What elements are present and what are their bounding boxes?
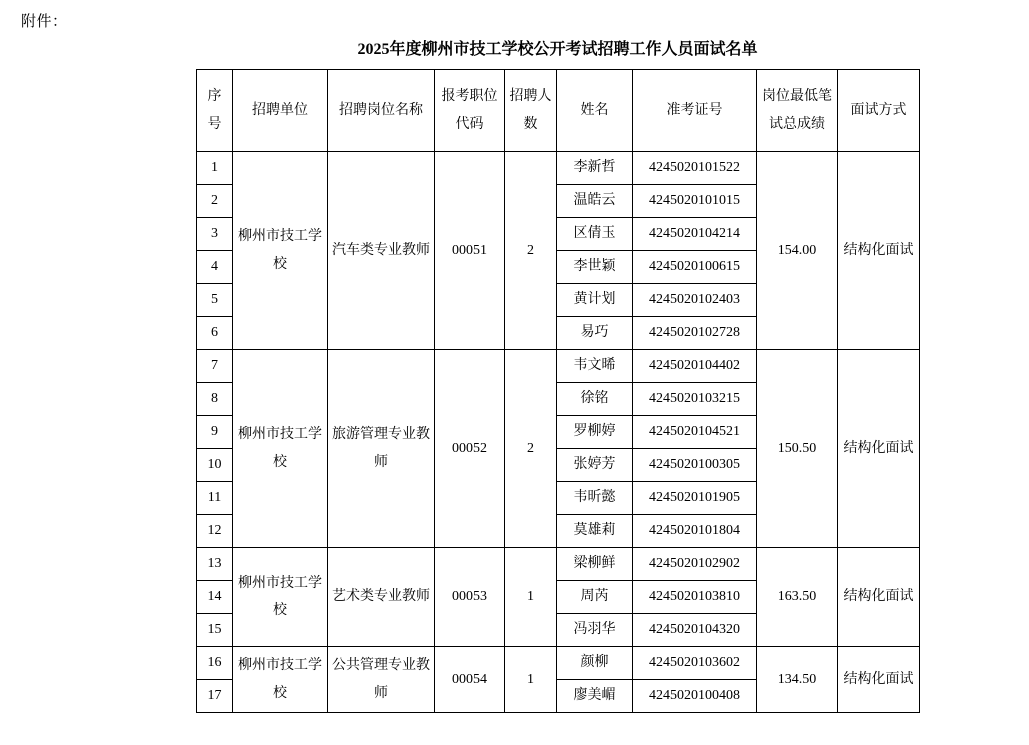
interview-method-cell: 结构化面试 — [838, 548, 920, 647]
name-cell: 韦昕懿 — [557, 482, 633, 515]
name-cell: 韦文晞 — [557, 350, 633, 383]
recruit-count-cell: 1 — [505, 647, 557, 713]
attachment-label: 附件： — [21, 14, 68, 30]
name-cell: 李世颖 — [557, 251, 633, 284]
ticket-number-cell: 4245020101522 — [633, 152, 757, 185]
ticket-number-cell: 4245020104521 — [633, 416, 757, 449]
position-code-cell: 00053 — [435, 548, 505, 647]
row-number-cell: 13 — [197, 548, 233, 581]
unit-cell: 柳州市技工学校 — [233, 152, 328, 350]
position-cell: 汽车类专业教师 — [328, 152, 435, 350]
min-score-cell: 134.50 — [757, 647, 838, 713]
ticket-number-cell: 4245020104402 — [633, 350, 757, 383]
ticket-number-cell: 4245020100615 — [633, 251, 757, 284]
ticket-number-cell: 4245020104320 — [633, 614, 757, 647]
recruit-count-cell: 1 — [505, 548, 557, 647]
ticket-number-cell: 4245020103215 — [633, 383, 757, 416]
header-cell-min-score: 岗位最低笔试总成绩 — [757, 70, 838, 152]
name-cell: 李新哲 — [557, 152, 633, 185]
ticket-number-cell: 4245020103602 — [633, 647, 757, 680]
name-cell: 温皓云 — [557, 185, 633, 218]
ticket-number-cell: 4245020101804 — [633, 515, 757, 548]
row-number-cell: 7 — [197, 350, 233, 383]
table-row — [197, 152, 920, 185]
header-cell-position: 招聘岗位名称 — [328, 70, 435, 152]
ticket-number-cell: 4245020100305 — [633, 449, 757, 482]
ticket-number-cell: 4245020103810 — [633, 581, 757, 614]
header-cell-position-code: 报考职位代码 — [435, 70, 505, 152]
row-number-cell: 16 — [197, 647, 233, 680]
name-cell: 冯羽华 — [557, 614, 633, 647]
name-cell: 徐铭 — [557, 383, 633, 416]
name-cell: 张婷芳 — [557, 449, 633, 482]
position-cell: 公共管理专业教师 — [328, 647, 435, 713]
ticket-number-cell: 4245020102902 — [633, 548, 757, 581]
min-score-cell: 150.50 — [757, 350, 838, 548]
name-cell: 区倩玉 — [557, 218, 633, 251]
header-cell-interview-method: 面试方式 — [838, 70, 920, 152]
header-cell-name: 姓名 — [557, 70, 633, 152]
interview-method-cell: 结构化面试 — [838, 350, 920, 548]
row-number-cell: 11 — [197, 482, 233, 515]
row-number-cell: 1 — [197, 152, 233, 185]
ticket-number-cell: 4245020101905 — [633, 482, 757, 515]
row-number-cell: 15 — [197, 614, 233, 647]
header-cell-recruit-count: 招聘人数 — [505, 70, 557, 152]
row-number-cell: 4 — [197, 251, 233, 284]
table-row — [197, 548, 920, 581]
row-number-cell: 9 — [197, 416, 233, 449]
ticket-number-cell: 4245020104214 — [633, 218, 757, 251]
row-number-cell: 12 — [197, 515, 233, 548]
position-cell: 旅游管理专业教师 — [328, 350, 435, 548]
unit-cell: 柳州市技工学校 — [233, 647, 328, 713]
row-number-cell: 8 — [197, 383, 233, 416]
recruit-count-cell: 2 — [505, 152, 557, 350]
document-body — [196, 40, 919, 713]
row-number-cell: 2 — [197, 185, 233, 218]
name-cell: 莫雄莉 — [557, 515, 633, 548]
interview-method-cell: 结构化面试 — [838, 152, 920, 350]
min-score-cell: 163.50 — [757, 548, 838, 647]
table-row — [197, 350, 920, 383]
row-number-cell: 10 — [197, 449, 233, 482]
page-title: 2025年度柳州市技工学校公开考试招聘工作人员面试名单 — [357, 41, 758, 58]
table-row — [197, 647, 920, 680]
table-header-row — [197, 70, 920, 152]
unit-cell: 柳州市技工学校 — [233, 548, 328, 647]
name-cell: 易巧 — [557, 317, 633, 350]
unit-cell: 柳州市技工学校 — [233, 350, 328, 548]
name-cell: 黄计划 — [557, 284, 633, 317]
min-score-cell: 154.00 — [757, 152, 838, 350]
header-cell-unit: 招聘单位 — [233, 70, 328, 152]
name-cell: 梁柳鲜 — [557, 548, 633, 581]
row-number-cell: 17 — [197, 680, 233, 713]
ticket-number-cell: 4245020101015 — [633, 185, 757, 218]
row-number-cell: 5 — [197, 284, 233, 317]
recruit-count-cell: 2 — [505, 350, 557, 548]
position-code-cell: 00054 — [435, 647, 505, 713]
interview-list-table — [196, 69, 920, 713]
position-code-cell: 00051 — [435, 152, 505, 350]
name-cell: 罗柳婷 — [557, 416, 633, 449]
interview-method-cell: 结构化面试 — [838, 647, 920, 713]
ticket-number-cell: 4245020102403 — [633, 284, 757, 317]
row-number-cell: 14 — [197, 581, 233, 614]
ticket-number-cell: 4245020102728 — [633, 317, 757, 350]
table-body — [197, 152, 920, 713]
name-cell: 颜柳 — [557, 647, 633, 680]
name-cell: 周芮 — [557, 581, 633, 614]
row-number-cell: 6 — [197, 317, 233, 350]
name-cell: 廖美嵋 — [557, 680, 633, 713]
position-cell: 艺术类专业教师 — [328, 548, 435, 647]
row-number-cell: 3 — [197, 218, 233, 251]
ticket-number-cell: 4245020100408 — [633, 680, 757, 713]
header-cell-ticket-number: 准考证号 — [633, 70, 757, 152]
position-code-cell: 00052 — [435, 350, 505, 548]
header-cell-no: 序号 — [197, 70, 233, 152]
